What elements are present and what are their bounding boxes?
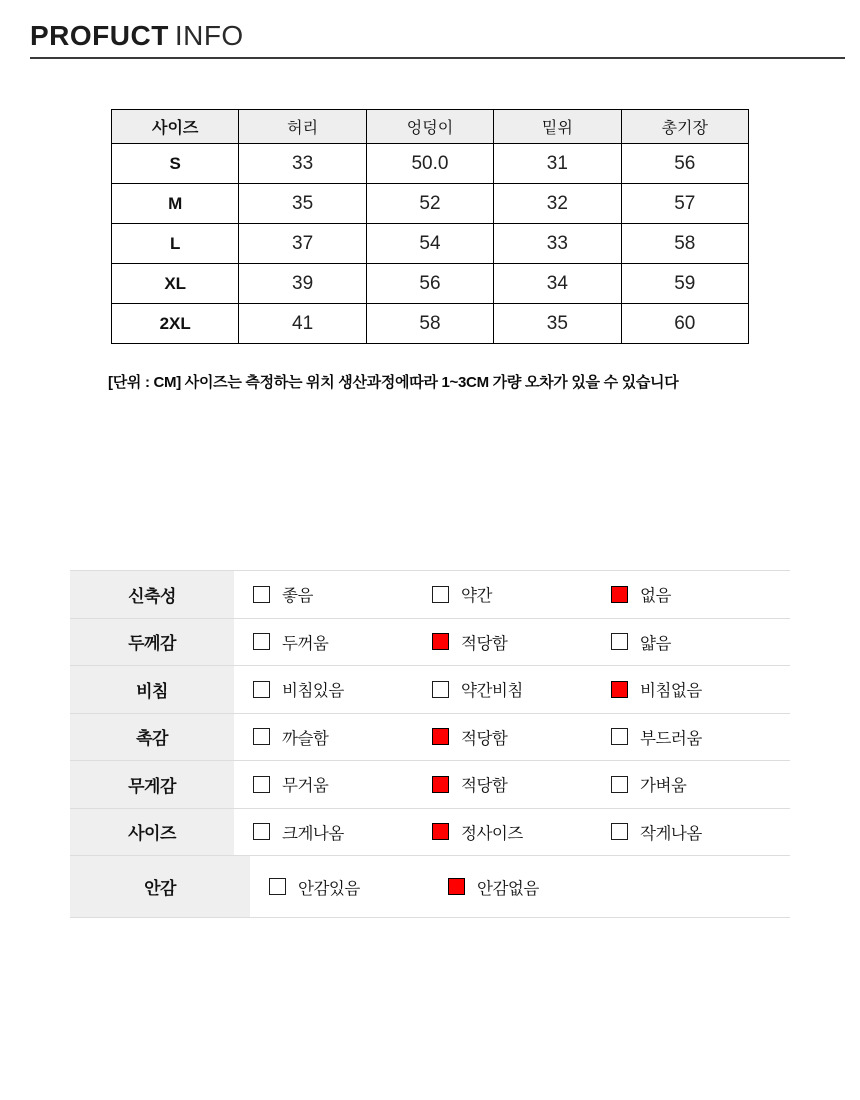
attribute-option (611, 820, 790, 844)
size-value: 39 (239, 264, 366, 304)
attribute-option-label: 두꺼움 (282, 634, 329, 653)
attribute-option (448, 875, 627, 899)
size-value: 31 (494, 144, 621, 184)
attribute-label: 무게감 (70, 761, 234, 808)
attribute-option-label: 비침있음 (282, 682, 344, 701)
attribute-label: 촉감 (70, 714, 234, 761)
checkbox-checked-icon (448, 878, 465, 895)
size-value: 33 (239, 144, 366, 184)
size-table-header: 엉덩이 (366, 110, 493, 144)
attribute-option-label: 적당함 (461, 634, 508, 653)
size-label: 2XL (112, 304, 239, 344)
checkbox-icon (432, 586, 449, 603)
checkbox-checked-icon (432, 633, 449, 650)
size-value: 50.0 (366, 144, 493, 184)
size-value: 34 (494, 264, 621, 304)
header-divider (30, 57, 845, 59)
attribute-label: 사이즈 (70, 809, 234, 856)
checkbox-icon (253, 728, 270, 745)
attribute-option-label: 정사이즈 (461, 824, 523, 843)
attribute-option-label: 약간 (461, 587, 492, 606)
attribute-option (432, 725, 611, 749)
size-value: 56 (621, 144, 748, 184)
size-value: 58 (621, 224, 748, 264)
size-value: 58 (366, 304, 493, 344)
checkbox-checked-icon (432, 728, 449, 745)
table-row (112, 144, 749, 184)
size-value: 57 (621, 184, 748, 224)
attribute-option-label: 적당함 (461, 777, 508, 796)
size-table-header: 허리 (239, 110, 366, 144)
attribute-option (269, 875, 448, 899)
attribute-options (234, 761, 790, 808)
size-value: 41 (239, 304, 366, 344)
page-title-bold: PROFUCT (30, 20, 169, 51)
table-row (112, 264, 749, 304)
attribute-option (611, 630, 790, 654)
attribute-options (234, 619, 790, 666)
attribute-row (70, 714, 790, 762)
size-table-header: 밑위 (494, 110, 621, 144)
attribute-row (70, 856, 790, 918)
size-table (111, 109, 749, 344)
size-label: M (112, 184, 239, 224)
checkbox-icon (253, 586, 270, 603)
attribute-options (234, 571, 790, 618)
attribute-option (432, 677, 611, 701)
attribute-option-label: 작게나옴 (640, 824, 702, 843)
table-row (112, 184, 749, 224)
size-value: 35 (239, 184, 366, 224)
checkbox-icon (253, 633, 270, 650)
checkbox-icon (253, 776, 270, 793)
size-value: 52 (366, 184, 493, 224)
checkbox-icon (611, 776, 628, 793)
checkbox-checked-icon (611, 586, 628, 603)
attribute-option-label: 안감있음 (298, 879, 360, 898)
attribute-option-label: 좋음 (282, 587, 313, 606)
attribute-label: 두께감 (70, 619, 234, 666)
attribute-row (70, 761, 790, 809)
attribute-label: 비침 (70, 666, 234, 713)
attribute-option (253, 677, 432, 701)
attribute-options (250, 856, 790, 917)
attribute-row (70, 666, 790, 714)
size-value: 54 (366, 224, 493, 264)
attribute-option (432, 772, 611, 796)
checkbox-icon (432, 681, 449, 698)
attribute-option-label: 약간비침 (461, 682, 523, 701)
attribute-option (253, 820, 432, 844)
attribute-option (611, 725, 790, 749)
checkbox-checked-icon (611, 681, 628, 698)
attribute-option (253, 630, 432, 654)
size-value: 59 (621, 264, 748, 304)
size-value: 60 (621, 304, 748, 344)
attribute-option-label: 안감없음 (477, 879, 539, 898)
checkbox-checked-icon (432, 823, 449, 840)
size-value: 37 (239, 224, 366, 264)
size-label: S (112, 144, 239, 184)
attribute-option-label: 비침없음 (640, 682, 702, 701)
checkbox-checked-icon (432, 776, 449, 793)
size-table-header: 사이즈 (112, 110, 239, 144)
attribute-option (253, 772, 432, 796)
checkbox-icon (253, 681, 270, 698)
attribute-row (70, 571, 790, 619)
attribute-option (432, 630, 611, 654)
attribute-option (611, 677, 790, 701)
page-title-light: INFO (174, 20, 244, 51)
attribute-option (253, 725, 432, 749)
size-table-header-row (112, 110, 749, 144)
size-value: 32 (494, 184, 621, 224)
attribute-option-label: 가벼움 (640, 777, 687, 796)
attribute-option (611, 772, 790, 796)
size-value: 35 (494, 304, 621, 344)
table-row (112, 304, 749, 344)
attribute-option (432, 582, 611, 606)
size-table-header: 총기장 (621, 110, 748, 144)
attribute-options (234, 714, 790, 761)
checkbox-icon (269, 878, 286, 895)
attribute-option-label: 크게나옴 (282, 824, 344, 843)
size-note: [단위 : CM] 사이즈는 측정하는 위치 생산과정에따라 1~3CM 가량 오차가 있을 수 있습니다 (108, 374, 679, 391)
attribute-row (70, 809, 790, 857)
attribute-option-label: 무거움 (282, 777, 329, 796)
attribute-options (234, 809, 790, 856)
attribute-option-label: 얇음 (640, 634, 671, 653)
attribute-label: 안감 (70, 856, 250, 917)
size-value: 56 (366, 264, 493, 304)
size-label: L (112, 224, 239, 264)
attribute-table (70, 570, 790, 918)
table-row (112, 224, 749, 264)
attribute-row (70, 619, 790, 667)
attribute-option (432, 820, 611, 844)
attribute-option-label: 없음 (640, 587, 671, 606)
attribute-option-label: 부드러움 (640, 729, 702, 748)
attribute-option-label: 까슬함 (282, 729, 329, 748)
attribute-option (611, 582, 790, 606)
checkbox-icon (611, 633, 628, 650)
size-value: 33 (494, 224, 621, 264)
checkbox-icon (611, 823, 628, 840)
attribute-option (253, 582, 432, 606)
page-title (30, 20, 244, 52)
size-label: XL (112, 264, 239, 304)
attribute-option-label: 적당함 (461, 729, 508, 748)
checkbox-icon (611, 728, 628, 745)
attribute-label: 신축성 (70, 571, 234, 618)
checkbox-icon (253, 823, 270, 840)
attribute-options (234, 666, 790, 713)
